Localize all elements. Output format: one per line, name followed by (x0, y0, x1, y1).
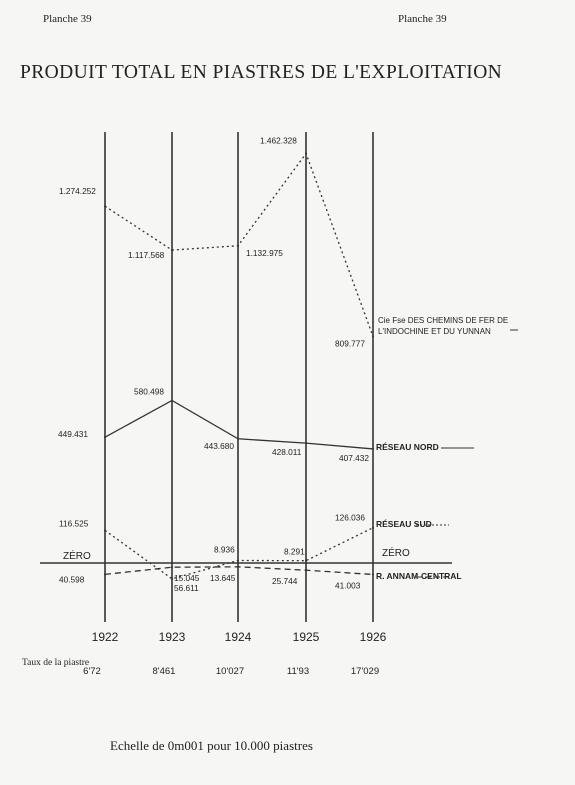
zero-label-left: ZÉRO (63, 551, 91, 562)
data-point (237, 438, 239, 440)
scale-note: Echelle de 0m001 pour 10.000 piastres (110, 738, 313, 753)
data-label: 580.498 (134, 386, 164, 397)
data-point (305, 560, 307, 562)
x-tick-label: 1925 (292, 630, 320, 644)
data-label: 8.291 (284, 546, 305, 557)
series-line (105, 528, 373, 579)
zero-label-right: ZÉRO (382, 548, 410, 559)
data-point (372, 335, 374, 337)
taux-value: 17'029 (350, 666, 380, 677)
data-point (171, 578, 173, 580)
data-point (104, 529, 106, 531)
x-tick-label: 1922 (91, 630, 119, 644)
data-label: 428.011 (272, 447, 302, 458)
series-line (105, 400, 373, 448)
data-point (305, 569, 307, 571)
chart-title: PRODUIT TOTAL EN PIASTRES DE L'EXPLOITATION (20, 62, 503, 83)
legend-label-nord: RÉSEAU NORD (376, 442, 439, 452)
legend-label-annam: R. ANNAM-CENTRAL (376, 571, 462, 581)
data-label: 1.274.252 (59, 186, 96, 197)
data-label: 8.936 (214, 544, 235, 555)
data-label: 56.611 (174, 582, 199, 593)
data-point (171, 566, 173, 568)
x-tick-label: 1926 (359, 630, 387, 644)
data-label: 1.132.975 (246, 247, 283, 258)
taux-label: Taux de la piastre (22, 658, 90, 668)
data-point (237, 245, 239, 247)
data-label: 40.598 (59, 574, 85, 585)
data-point (171, 399, 173, 401)
series-line (105, 154, 373, 337)
data-point (372, 573, 374, 575)
taux-value: 11'93 (286, 666, 310, 677)
legend-label-cie-2: L'INDOCHINE ET DU YUNNAN (378, 327, 491, 336)
data-label: 809.777 (335, 338, 365, 349)
planche-label-left: Planche 39 (43, 13, 92, 25)
taux-value: 8'461 (152, 666, 176, 677)
taux-value: 6'72 (83, 666, 101, 677)
data-point (104, 436, 106, 438)
taux-value: 10'027 (215, 666, 245, 677)
data-point (305, 442, 307, 444)
data-label: 1.117.568 (128, 250, 165, 261)
data-label: 449.431 (58, 429, 88, 440)
data-point (237, 559, 239, 561)
data-label: 13.645 (210, 572, 236, 583)
data-label: 407.432 (339, 452, 369, 463)
data-point (237, 566, 239, 568)
data-label: 443.680 (204, 440, 234, 451)
data-label: 126.036 (335, 512, 365, 523)
legend-label-cie: Cie Fse DES CHEMINS DE FER DE (378, 316, 509, 325)
data-label: 41.003 (335, 580, 361, 591)
planche-label-right: Planche 39 (398, 13, 447, 25)
data-point (305, 153, 307, 155)
data-point (104, 573, 106, 575)
data-point (171, 249, 173, 251)
data-label: 15.045 (174, 573, 200, 584)
data-point (104, 205, 106, 207)
series-line (105, 567, 373, 575)
data-label: 116.525 (59, 518, 89, 529)
data-label: 1.462.328 (260, 135, 297, 146)
data-point (372, 448, 374, 450)
data-point (372, 527, 374, 529)
data-label: 25.744 (272, 576, 298, 587)
legend-label-sud: RÉSEAU SUD (376, 519, 432, 529)
x-tick-label: 1923 (158, 630, 186, 644)
x-tick-label: 1924 (224, 630, 252, 644)
